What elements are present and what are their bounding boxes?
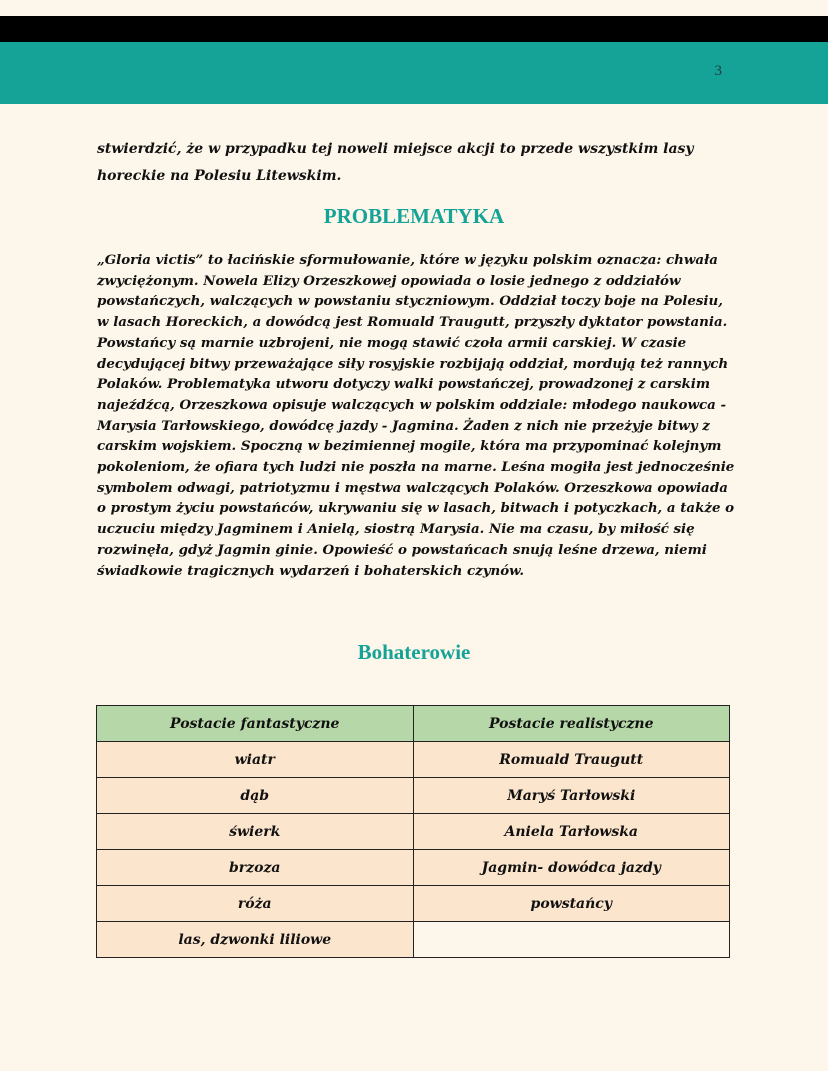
- table-cell: wiatr: [97, 742, 414, 778]
- table-cell-empty: [413, 922, 730, 958]
- table-cell: las, dzwonki liliowe: [97, 922, 414, 958]
- problematyka-paragraph: „Gloria victis” to łacińskie sformułowanie, które w języku polskim oznacza: chwała zwyciężonym. Nowela Elizy Orzeszkowej opowiada o losie jednego z oddziałów powstańczych, walczących w powstaniu styczniowym. Oddział toczy boje na Polesiu, w lasach Horeckich, a dowódcą jest Romuald Traugutt, przyszły dyktator powstania. Powstańcy są marnie uzbrojeni, nie mogą stawić czoła armii carskiej. W czasie decydującej bitwy przeważające siły rosyjskie rozbijają oddział, mordują też rannych Polaków. Problematyka utworu dotyczy walki powstańczej, prowadzonej z carskim najeźdźcą, Orzeszkowa opisuje walczących w polskim oddziale: młodego naukowca - Marysia Tarłowskiego, dowódcę jazdy - Jagmina. Żaden z nich nie przeżyje bitwy z carskim wojskiem. Spoczną w bezimiennej mogile, która ma przypominać kolejnym pokoleniom, że ofiara tych ludzi nie poszła na marne. Leśna mogiła jest jednocześnie symbolem odwagi, patriotyzmu i męstwa walczących Polaków. Orzeszkowa opowiada o prostym życiu powstańców, ukrywaniu się w lasach, bitwach i potyczkach, a także o uczuciu między Jagminem i Anielą, siostrą Marysia. Nie ma czasu, by miłość się rozwinęła, gdyż Jagmin ginie. Opowieść o powstańcach snują leśne drzewa, niemi świadkowie tragicznych wydarzeń i bohaterskich czynów.: [97, 252, 735, 579]
- table-cell: Jagmin- dowódca jazdy: [413, 850, 730, 886]
- table-cell: Maryś Tarłowski: [413, 778, 730, 814]
- black-header-band: [0, 16, 828, 42]
- table-row: [97, 814, 730, 850]
- table-cell: Aniela Tarłowska: [413, 814, 730, 850]
- table-cell: powstańcy: [413, 886, 730, 922]
- page-number: 3: [714, 63, 722, 79]
- problematyka-heading: PROBLEMATYKA: [323, 204, 505, 228]
- table-cell: świerk: [97, 814, 414, 850]
- table-row: [97, 742, 730, 778]
- teal-header-band: [0, 42, 828, 104]
- top-margin: [0, 0, 828, 16]
- header-realistic: Postacie realistyczne: [413, 706, 730, 742]
- table-row: [97, 922, 730, 958]
- table-row: [97, 778, 730, 814]
- table-cell: Romuald Traugutt: [413, 742, 730, 778]
- characters-table: [96, 705, 730, 958]
- table-row: [97, 850, 730, 886]
- header-fantastic: Postacie fantastyczne: [97, 706, 414, 742]
- table-header-row: [97, 706, 730, 742]
- table-cell: brzoza: [97, 850, 414, 886]
- intro-paragraph: stwierdzić, że w przypadku tej noweli miejsce akcji to przede wszystkim lasy horeckie na Polesiu Litewskim.: [97, 141, 694, 184]
- table-cell: róża: [97, 886, 414, 922]
- table-cell: dąb: [97, 778, 414, 814]
- table-row: [97, 886, 730, 922]
- bohaterowie-heading: Bohaterowie: [357, 640, 471, 664]
